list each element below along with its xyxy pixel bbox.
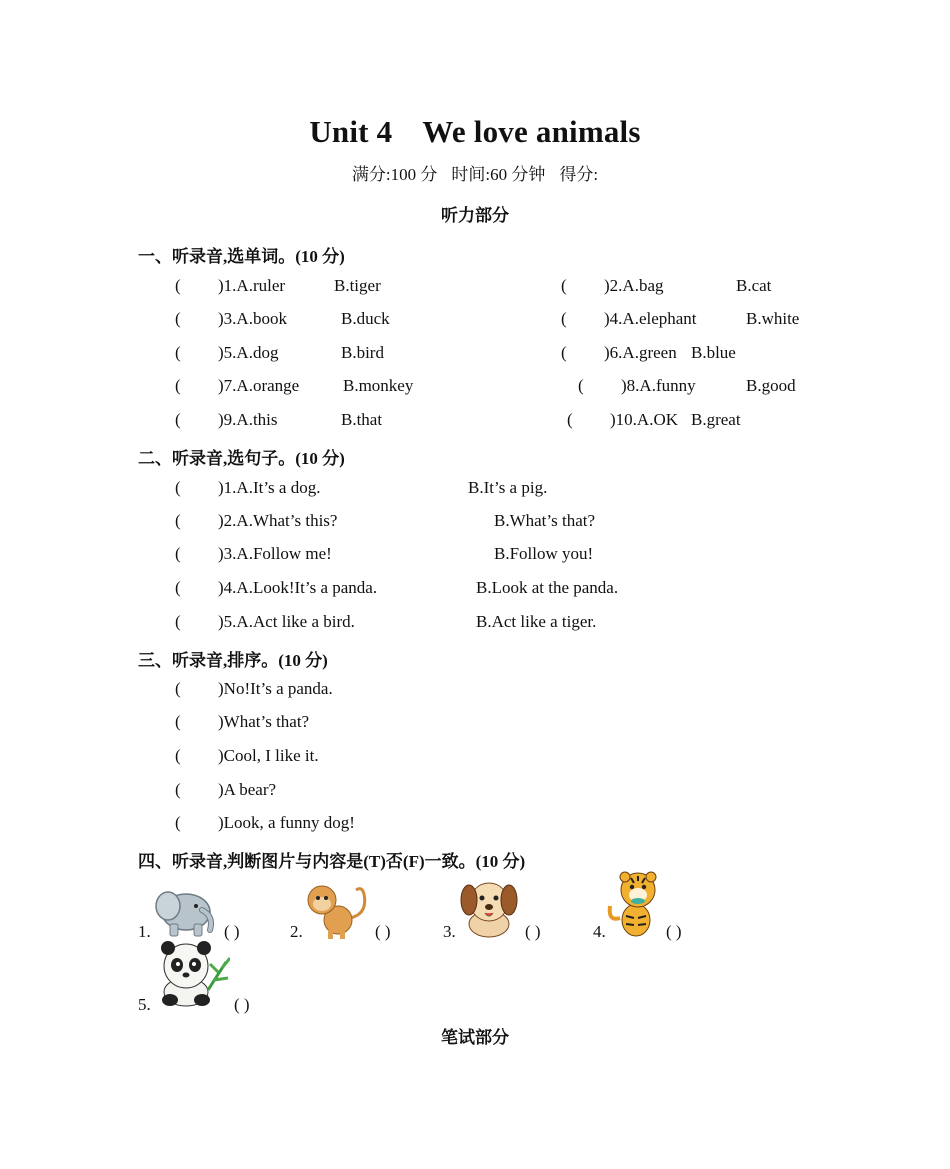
elephant-icon (150, 880, 220, 940)
section2-heading: 二、听录音,选句子。(10 分) (138, 449, 345, 468)
score-field: 得分: (559, 165, 599, 184)
picture-number: 4. (593, 922, 606, 941)
listening-header: 听力部分 (441, 206, 509, 225)
answer-paren: ( (175, 780, 181, 799)
answer-paren: ( (175, 478, 181, 497)
answer-paren: ( (175, 813, 181, 832)
option-b: B.blue (691, 343, 736, 362)
answer-paren: ( (175, 712, 181, 731)
option-b: B.duck (341, 309, 390, 328)
option-a: )9.A.this (218, 410, 278, 429)
unit-label: Unit 4 (309, 114, 393, 149)
answer-paren: ( (175, 376, 181, 395)
list-item: ( (175, 276, 181, 295)
dog-icon (455, 874, 523, 940)
answer-paren: ( (175, 410, 181, 429)
picture-number: 2. (290, 922, 303, 941)
monkey-icon (302, 880, 372, 940)
answer-paren: ( (175, 343, 181, 362)
option-a: )3.A.book (218, 309, 287, 328)
answer-paren: ( (567, 410, 573, 429)
tiger-icon (606, 870, 666, 940)
answer-paren: ( (175, 309, 181, 328)
answer-paren: ( ) (666, 922, 682, 941)
picture-number: 5. (138, 995, 151, 1014)
option-a: )7.A.orange (218, 376, 300, 395)
answer-paren: ( (561, 309, 567, 328)
option-b: B.great (691, 410, 741, 429)
section4-heading: 四、听录音,判断图片与内容是(T)否(F)一致。(10 分) (138, 852, 526, 871)
exam-info (0, 160, 950, 185)
option-b: B.Act like a tiger. (476, 612, 597, 631)
option-a: )3.A.Follow me! (218, 544, 332, 563)
answer-paren: ( (175, 679, 181, 698)
written-header: 笔试部分 (441, 1028, 509, 1047)
option-a: )1.A.ruler (218, 276, 286, 295)
answer-paren: ( ) (224, 922, 240, 941)
option-b: B.What’s that? (494, 511, 596, 530)
option-a: )4.A.Look!It’s a panda. (218, 578, 378, 597)
option-a: )2.A.bag (604, 276, 664, 295)
answer-paren: ( ) (525, 922, 541, 941)
answer-paren: ( (175, 544, 181, 563)
time-limit: 时间:60 分钟 (451, 165, 546, 184)
option-b: B.tiger (334, 276, 381, 295)
answer-paren: ( ) (375, 922, 391, 941)
option-a: )2.A.What’s this? (218, 511, 338, 530)
option-b: B.bird (341, 343, 384, 362)
option-a: )5.A.Act like a bird. (218, 612, 355, 631)
option-a: )1.A.It’s a dog. (218, 478, 321, 497)
answer-paren: ( (561, 343, 567, 362)
list-item: )Cool, I like it. (218, 746, 319, 765)
option-a: )10.A.OK (610, 410, 678, 429)
option-b: B.Follow you! (494, 544, 594, 563)
list-item: )Look, a funny dog! (218, 813, 355, 832)
answer-paren: ( ) (234, 995, 250, 1014)
answer-paren: ( (175, 746, 181, 765)
option-a: )6.A.green (604, 343, 677, 362)
answer-paren: ( (175, 612, 181, 631)
full-score: 满分:100 分 (351, 165, 438, 184)
option-b: B.It’s a pig. (468, 478, 548, 497)
section3-heading: 三、听录音,排序。(10 分) (138, 651, 328, 670)
list-item: )No!It’s a panda. (218, 679, 333, 698)
list-item: )A bear? (218, 780, 277, 799)
option-b: B.white (746, 309, 800, 328)
option-a: )5.A.dog (218, 343, 279, 362)
panda-icon (150, 940, 230, 1010)
option-b: B.good (746, 376, 796, 395)
answer-paren: ( (561, 276, 567, 295)
answer-paren: ( (175, 578, 181, 597)
picture-number: 1. (138, 922, 151, 941)
answer-paren: ( (578, 376, 584, 395)
option-a: )4.A.elephant (604, 309, 697, 328)
page-title (0, 114, 950, 150)
section1-heading: 一、听录音,选单词。(10 分) (138, 247, 345, 266)
option-b: B.monkey (343, 376, 414, 395)
picture-number: 3. (443, 922, 456, 941)
list-item: )What’s that? (218, 712, 310, 731)
answer-paren: ( (175, 511, 181, 530)
option-b: B.that (341, 410, 383, 429)
option-b: B.cat (736, 276, 772, 295)
option-a: )8.A.funny (621, 376, 696, 395)
option-b: B.Look at the panda. (476, 578, 619, 597)
unit-name: We love animals (422, 114, 641, 149)
